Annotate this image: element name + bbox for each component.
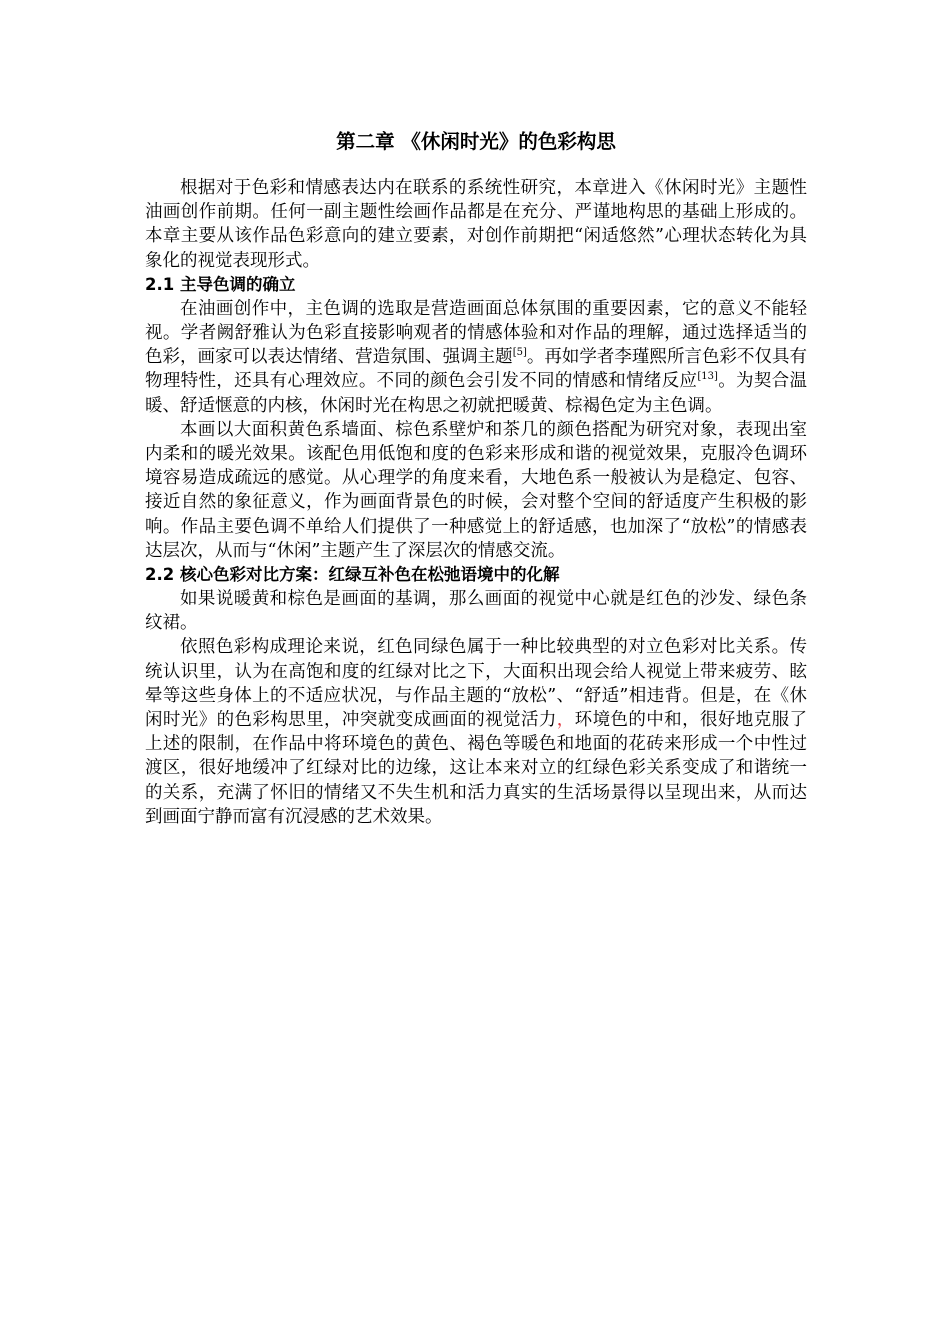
paragraph-text: 。为契合温暖、舒适惬意的内核，休闲时光在构思之初就把暖黄、棕褐色定为主色调。 xyxy=(145,371,807,416)
section-2-2-paragraph-1: 如果说暖黄和棕色是画面的基调，那么画面的视觉中心就是红色的沙发、绿色条纹裙。 xyxy=(145,589,807,634)
paragraph-text: 在油画创作中，主色调的选取是营造画面总体氛围的重要因素，它的意义不能轻视。学者阙舒雅认为色彩直接影响观者的情感体验和对作品的理解，通过选择适当的色彩，画家可以表达情绪、营造氛围、强调主题 xyxy=(145,298,807,368)
section-heading-2-1: 2.1 主导色调的确立 xyxy=(145,274,296,294)
paragraph-text: 环境色的中和，很好地克服了上述的限制，在作品中将环境色的黄色、褐色等暖色和地面的花砖来形成一个中性过渡区，很好地缓冲了红绿对比的边缘，这让本来对立的红绿色彩关系变成了和谐统一的关系，充满了怀旧的情绪又不失生机和活力真实的生活场景得以呈现出来，从而达到画面宁静而富有沉浸感的艺术效果。 xyxy=(145,710,808,827)
paragraph-text: 依照色彩构成理论来说，红色同绿色属于一种比较典型的对立色彩对比关系。传统认识里，认为在高饱和度的红绿对比之下，大面积出现会给人视觉上带来疲劳、眩晕等这些身体上的不适应状况，与作品主题的“放松”、“舒适”相违背。但是，在《休闲时光》的色彩构思里，冲突就变成画面的视觉活力 xyxy=(145,637,807,731)
paragraph-text: 。再如学者李瑾熙所言色彩不仅具有物理特性，还具有心理效应。不同的颜色会引发不同的情感和情绪反应 xyxy=(145,347,808,392)
section-2-1-paragraph-1 xyxy=(145,297,807,418)
citation-marker: [13] xyxy=(697,371,718,383)
section-2-2-paragraph-2 xyxy=(145,635,807,829)
red-comma-mark: ， xyxy=(556,710,575,731)
citation-marker: [5] xyxy=(512,347,527,359)
document-page xyxy=(145,128,807,829)
chapter-intro-paragraph: 根据对于色彩和情感表达内在联系的系统性研究，本章进入《休闲时光》主题性油画创作前期。任何一副主题性绘画作品都是在充分、严谨地构思的基础上形成的。本章主要从该作品色彩意向的建立要素，对创作前期把“闲适悠然”心理状态转化为具象化的视觉表现形式。 xyxy=(145,178,807,271)
section-heading-2-2: 2.2 核心色彩对比方案：红绿互补色在松弛语境中的化解 xyxy=(145,565,560,585)
section-2-1-paragraph-2: 本画以大面积黄色系墙面、棕色系壁炉和茶几的颜色搭配为研究对象，表现出室内柔和的暖光效果。该配色用低饱和度的色彩来形成和谐的视觉效果，克服冷色调环境容易造成疏远的感觉。从心理学的角度来看，大地色系一般被认为是稳定、包容、接近自然的象征意义，作为画面背景色的时候，会对整个空间的舒适度产生积极的影响。作品主要色调不单给人们提供了一种感觉上的舒适感，也加深了“放松”的情感表达层次，从而与“休闲”主题产生了深层次的情感交流。 xyxy=(145,419,807,561)
chapter-title: 第二章 《休闲时光》的色彩构思 xyxy=(336,130,616,153)
